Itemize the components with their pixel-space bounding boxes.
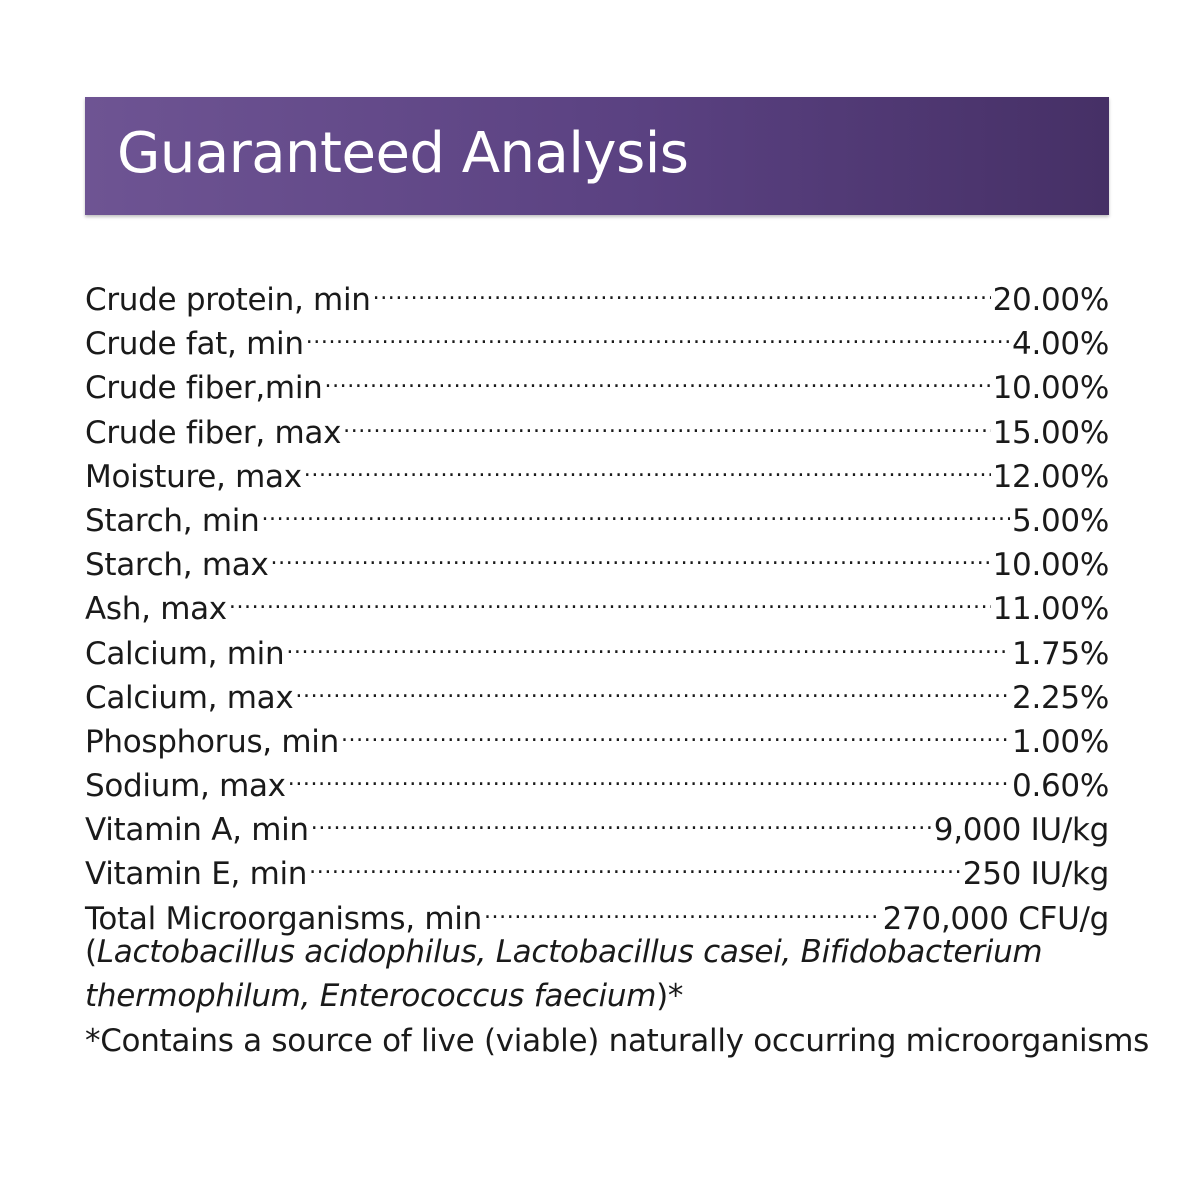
row-value: 270,000 CFU/g xyxy=(882,900,1109,937)
row-label: Crude fiber,min xyxy=(85,370,323,407)
analysis-table xyxy=(85,266,1109,937)
row-value: 1.00% xyxy=(1012,723,1109,760)
analysis-row xyxy=(85,620,1109,672)
species-close-paren: )* xyxy=(656,978,684,1014)
page-title: Guaranteed Analysis xyxy=(117,121,689,186)
row-label: Calcium, max xyxy=(85,679,294,716)
analysis-row xyxy=(85,575,1109,628)
species-names-line-1: Lactobacillus acidophilus, Lactobacillus casei, Bifidobacterium xyxy=(96,934,1043,970)
row-label: Starch, min xyxy=(85,502,260,539)
row-label: Phosphorus, min xyxy=(85,723,339,760)
row-value: 12.00% xyxy=(992,458,1109,495)
dot-leader xyxy=(341,708,1010,752)
dot-leader xyxy=(343,399,990,443)
header-banner xyxy=(85,97,1109,215)
dot-leader xyxy=(271,531,991,575)
dot-leader xyxy=(309,840,961,884)
dot-leader xyxy=(295,664,1010,708)
dot-leader xyxy=(288,752,1010,796)
row-value: 15.00% xyxy=(992,414,1109,451)
row-label: Total Microorganisms, min xyxy=(85,900,482,937)
dot-leader xyxy=(306,310,1010,354)
footnote: *Contains a source of live (viable) naturally occurring microorganisms xyxy=(85,1023,1149,1059)
row-value: 5.00% xyxy=(1012,502,1109,539)
dot-leader xyxy=(324,354,990,398)
row-label: Starch, max xyxy=(85,547,269,584)
dot-leader xyxy=(484,885,881,929)
dot-leader xyxy=(311,796,932,840)
row-value: 9,000 IU/kg xyxy=(933,812,1109,849)
row-value: 10.00% xyxy=(992,370,1109,407)
analysis-row xyxy=(85,266,1109,318)
row-value: 0.60% xyxy=(1012,768,1109,805)
dot-leader xyxy=(229,575,991,619)
row-value: 20.00% xyxy=(992,282,1109,318)
dot-leader xyxy=(286,620,1010,664)
row-value: 11.00% xyxy=(992,591,1109,628)
row-label: Crude fat, min xyxy=(85,326,304,363)
dot-leader xyxy=(304,443,991,487)
row-label: Crude fiber, max xyxy=(85,414,342,451)
species-names-line-2: thermophilum, Enterococcus faecium xyxy=(85,978,657,1014)
species-line-2 xyxy=(85,974,1125,1018)
row-label: Calcium, min xyxy=(85,635,285,672)
species-line-1 xyxy=(85,930,1125,974)
row-label: Vitamin E, min xyxy=(85,856,308,893)
row-label: Crude protein, min xyxy=(85,282,371,318)
row-value: 4.00% xyxy=(1012,326,1109,363)
row-value: 1.75% xyxy=(1012,635,1109,672)
row-label: Sodium, max xyxy=(85,768,286,805)
microorganism-species-note xyxy=(85,930,1125,1018)
row-value: 10.00% xyxy=(992,547,1109,584)
row-value: 2.25% xyxy=(1012,679,1109,716)
dot-leader xyxy=(373,266,991,310)
row-label: Ash, max xyxy=(85,591,227,628)
row-label: Moisture, max xyxy=(85,458,302,495)
dot-leader xyxy=(261,487,1010,531)
row-value: 250 IU/kg xyxy=(962,856,1109,893)
row-label: Vitamin A, min xyxy=(85,812,309,849)
species-open-paren: ( xyxy=(85,934,97,970)
